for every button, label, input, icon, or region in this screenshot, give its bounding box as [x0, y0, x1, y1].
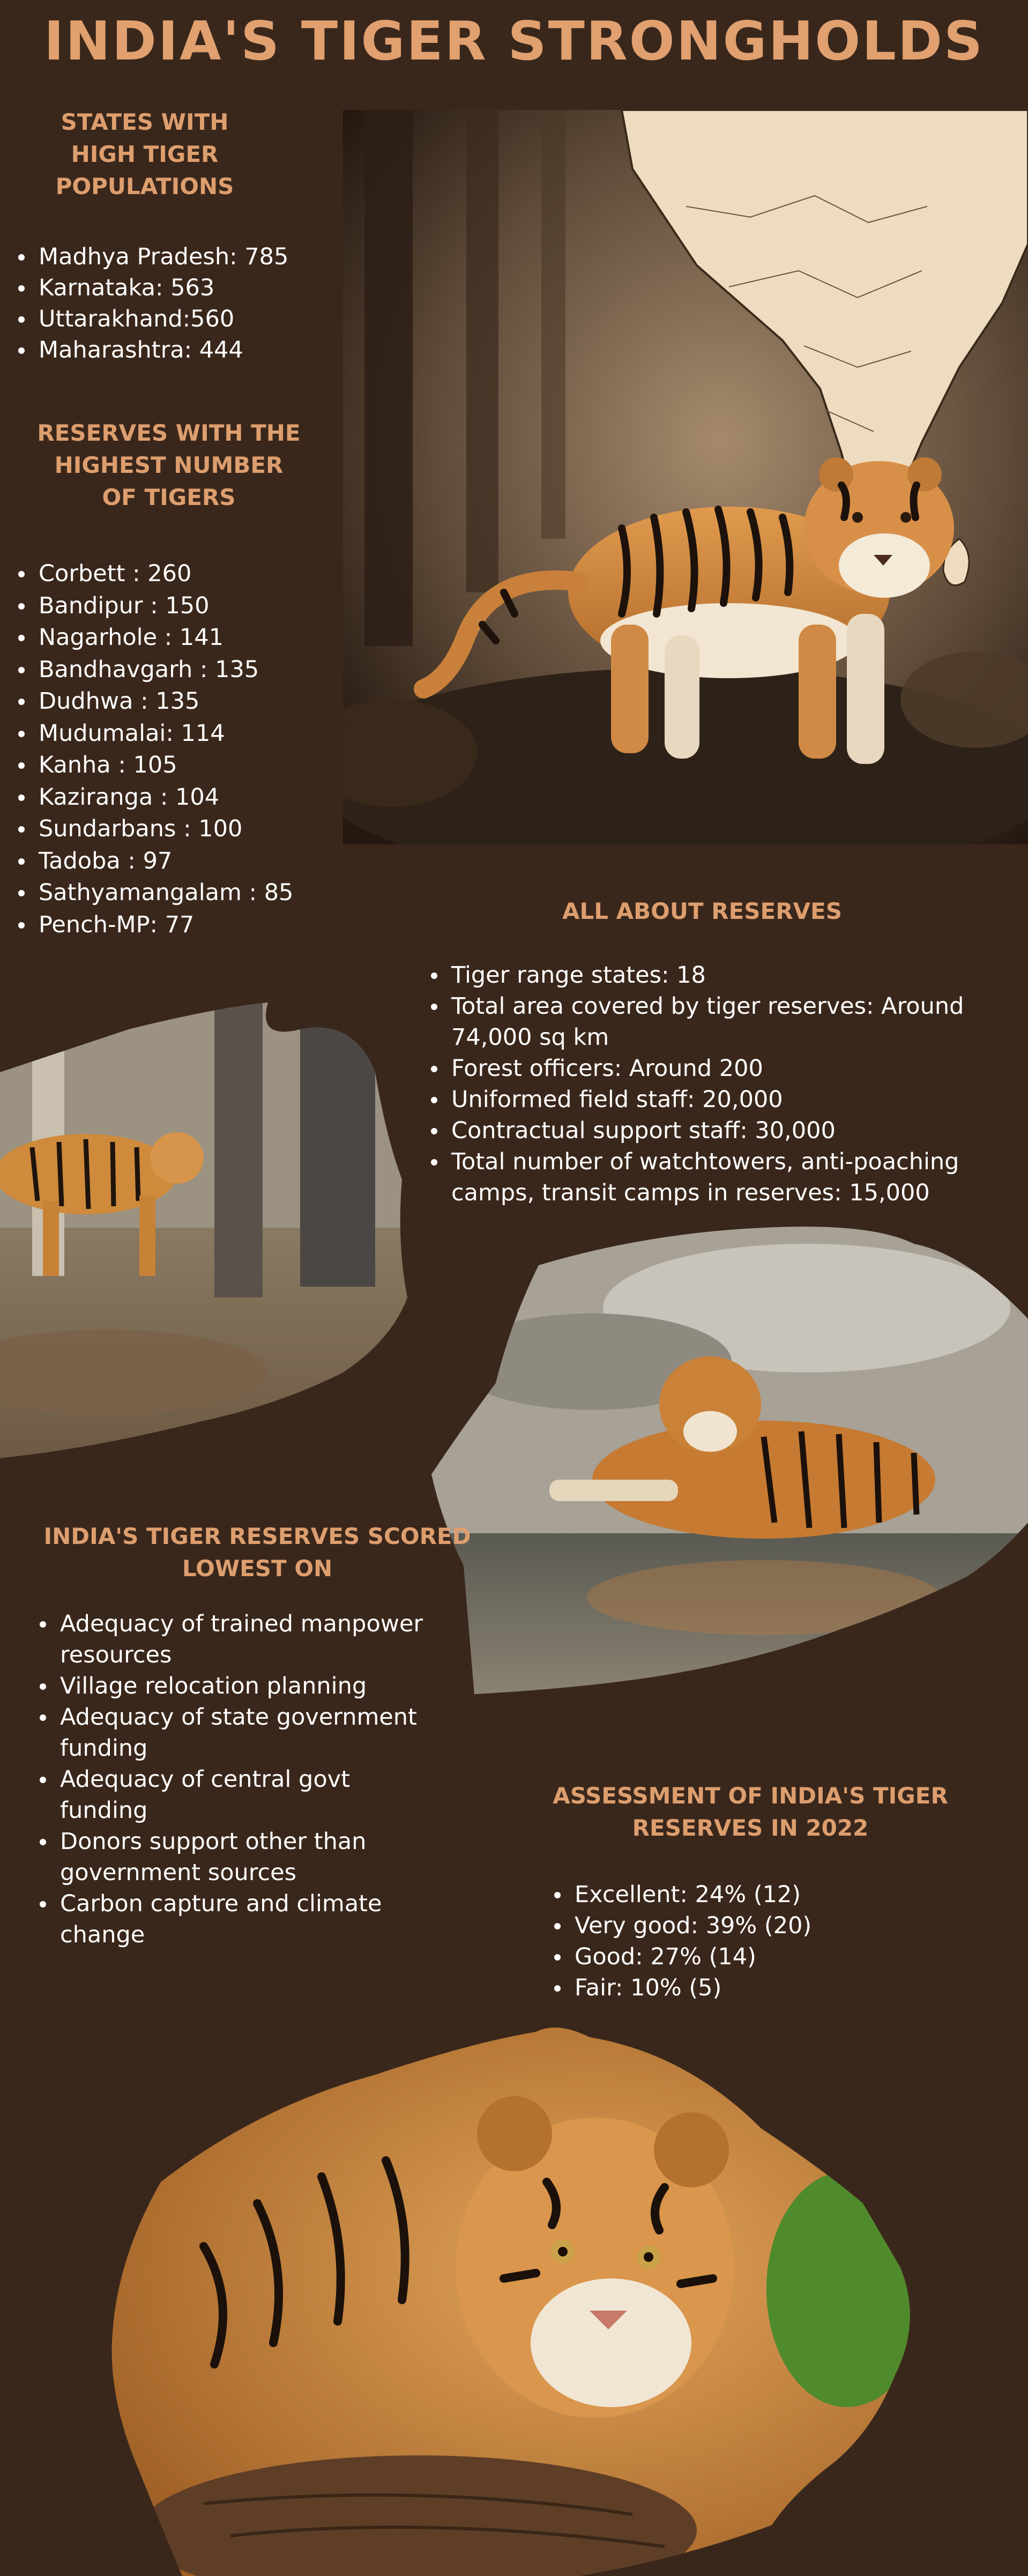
lowest-heading: INDIA'S TIGER RESERVES SCORED LOWEST ON [43, 1523, 471, 1582]
list-item: Dudhwa : 135 [16, 686, 338, 718]
list-item: Fair: 10% (5) [552, 1972, 981, 2003]
about-heading: ALL ABOUT RESERVES [562, 898, 842, 924]
tiger-forest-image [0, 997, 418, 1458]
list-item: Pench-MP: 77 [16, 909, 338, 941]
list-item: Tadoba : 97 [16, 845, 338, 878]
tiger-closeup-image [96, 2021, 922, 2576]
page-title: INDIA'S TIGER STRONGHOLDS [43, 10, 985, 72]
list-item: Contractual support staff: 30,000 [429, 1115, 1024, 1146]
list-item: Bandhavgarh : 135 [16, 654, 338, 686]
list-item: Karnataka: 563 [16, 272, 338, 303]
lowest-list [38, 1608, 445, 1950]
list-item: Total area covered by tiger reserves: Around 74,000 sq km [429, 991, 1024, 1053]
list-item: Donors support other than government sources [38, 1826, 445, 1888]
list-item: Kaziranga : 104 [16, 782, 338, 814]
list-item: Adequacy of central govt funding [38, 1764, 445, 1826]
list-item: Madhya Pradesh: 785 [16, 241, 338, 272]
states-list [16, 241, 338, 366]
reserves-list [16, 558, 338, 941]
list-item: Good: 27% (14) [552, 1941, 981, 1972]
about-list [429, 960, 1024, 1208]
list-item: Excellent: 24% (12) [552, 1879, 981, 1910]
reserves-heading: RESERVES WITH THE HIGHEST NUMBER OF TIGERS [37, 420, 301, 510]
list-item: Uttarakhand:560 [16, 303, 338, 335]
list-item: Corbett : 260 [16, 558, 338, 590]
list-item: Mudumalai: 114 [16, 718, 338, 750]
list-item: Adequacy of trained manpower resources [38, 1608, 445, 1671]
list-item: Total number of watchtowers, anti-poaching camps, transit camps in reserves: 15,000 [429, 1146, 1024, 1208]
list-item: Sathyamangalam : 85 [16, 877, 338, 909]
list-item: Adequacy of state government funding [38, 1702, 445, 1764]
list-item: Nagarhole : 141 [16, 622, 338, 654]
states-heading: STATES WITH HIGH TIGER POPULATIONS [55, 109, 234, 199]
list-item: Sundarbans : 100 [16, 813, 338, 845]
tiger-water-image [431, 1222, 1028, 1694]
list-item: Uniformed field staff: 20,000 [429, 1084, 1024, 1115]
list-item: Forest officers: Around 200 [429, 1053, 1024, 1084]
list-item: Bandipur : 150 [16, 590, 338, 622]
list-item: Carbon capture and climate change [38, 1888, 445, 1950]
assessment-heading: ASSESSMENT OF INDIA'S TIGER RESERVES IN 2022 [553, 1783, 948, 1841]
hero-tiger-image [343, 110, 1028, 844]
list-item: Kanha : 105 [16, 749, 338, 782]
list-item: Tiger range states: 18 [429, 960, 1024, 991]
list-item: Very good: 39% (20) [552, 1910, 981, 1941]
list-item: Maharashtra: 444 [16, 335, 338, 366]
list-item: Village relocation planning [38, 1671, 445, 1702]
assessment-list [552, 1879, 981, 2003]
